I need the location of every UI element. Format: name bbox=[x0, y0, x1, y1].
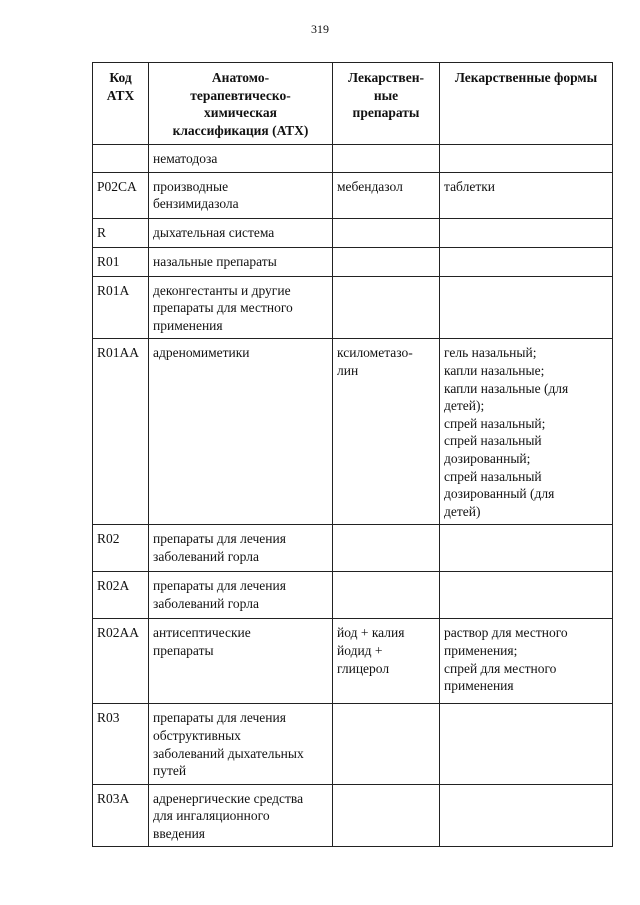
cell-forms bbox=[440, 276, 613, 339]
atx-table bbox=[92, 62, 613, 847]
cell-classification: препараты для лечения обструктивных заболеваний дыхательных путей bbox=[149, 704, 333, 784]
cell-code: R bbox=[93, 218, 149, 247]
cell-classification: нематодоза bbox=[149, 145, 333, 173]
cell-forms bbox=[440, 247, 613, 276]
cell-drugs bbox=[333, 525, 440, 572]
cell-classification: адренергические средства для ингаляционного введения bbox=[149, 784, 333, 847]
header-drugs: Лекарствен- ные препараты bbox=[333, 63, 440, 145]
table-row bbox=[93, 525, 613, 572]
cell-forms bbox=[440, 784, 613, 847]
table-row bbox=[93, 572, 613, 619]
cell-code: R02A bbox=[93, 572, 149, 619]
cell-forms: гель назальный; капли назальные; капли назальные (для детей); спрей назальный; спрей назальный дозированный; спрей назальный дозированный (для детей) bbox=[440, 339, 613, 525]
cell-classification: адреномиметики bbox=[149, 339, 333, 525]
cell-forms: таблетки bbox=[440, 172, 613, 218]
cell-classification: препараты для лечения заболеваний горла bbox=[149, 525, 333, 572]
cell-code: R02 bbox=[93, 525, 149, 572]
cell-code: R01AA bbox=[93, 339, 149, 525]
page-number: 319 bbox=[311, 22, 329, 36]
table-row bbox=[93, 145, 613, 173]
cell-code: R02AA bbox=[93, 619, 149, 704]
cell-code: P02CA bbox=[93, 172, 149, 218]
cell-forms bbox=[440, 704, 613, 784]
cell-classification: антисептические препараты bbox=[149, 619, 333, 704]
cell-drugs: ксилометазо- лин bbox=[333, 339, 440, 525]
cell-forms bbox=[440, 525, 613, 572]
cell-drugs bbox=[333, 218, 440, 247]
cell-drugs: мебендазол bbox=[333, 172, 440, 218]
cell-classification: производные бензимидазола bbox=[149, 172, 333, 218]
cell-classification: дыхательная система bbox=[149, 218, 333, 247]
header-forms: Лекарственные формы bbox=[440, 63, 613, 145]
cell-forms bbox=[440, 218, 613, 247]
cell-classification: деконгестанты и другие препараты для местного применения bbox=[149, 276, 333, 339]
cell-forms bbox=[440, 572, 613, 619]
cell-code: R01A bbox=[93, 276, 149, 339]
cell-classification: назальные препараты bbox=[149, 247, 333, 276]
table-row bbox=[93, 218, 613, 247]
cell-drugs bbox=[333, 572, 440, 619]
table-header-row bbox=[93, 63, 613, 145]
cell-drugs bbox=[333, 784, 440, 847]
cell-forms: раствор для местного применения; спрей для местного применения bbox=[440, 619, 613, 704]
cell-code: R03A bbox=[93, 784, 149, 847]
table-row bbox=[93, 339, 613, 525]
table-row bbox=[93, 784, 613, 847]
cell-drugs: йод + калия йодид + глицерол bbox=[333, 619, 440, 704]
cell-classification: препараты для лечения заболеваний горла bbox=[149, 572, 333, 619]
header-code: Код ATX bbox=[93, 63, 149, 145]
cell-drugs bbox=[333, 145, 440, 173]
table-row bbox=[93, 247, 613, 276]
table-row bbox=[93, 619, 613, 704]
cell-drugs bbox=[333, 247, 440, 276]
cell-code: R03 bbox=[93, 704, 149, 784]
table-body bbox=[93, 145, 613, 847]
table-row bbox=[93, 172, 613, 218]
table-row bbox=[93, 276, 613, 339]
cell-drugs bbox=[333, 704, 440, 784]
cell-code: R01 bbox=[93, 247, 149, 276]
header-classification: Анатомо- терапевтическо- химическая классификация (АТХ) bbox=[149, 63, 333, 145]
cell-drugs bbox=[333, 276, 440, 339]
cell-forms bbox=[440, 145, 613, 173]
cell-code bbox=[93, 145, 149, 173]
table-row bbox=[93, 704, 613, 784]
